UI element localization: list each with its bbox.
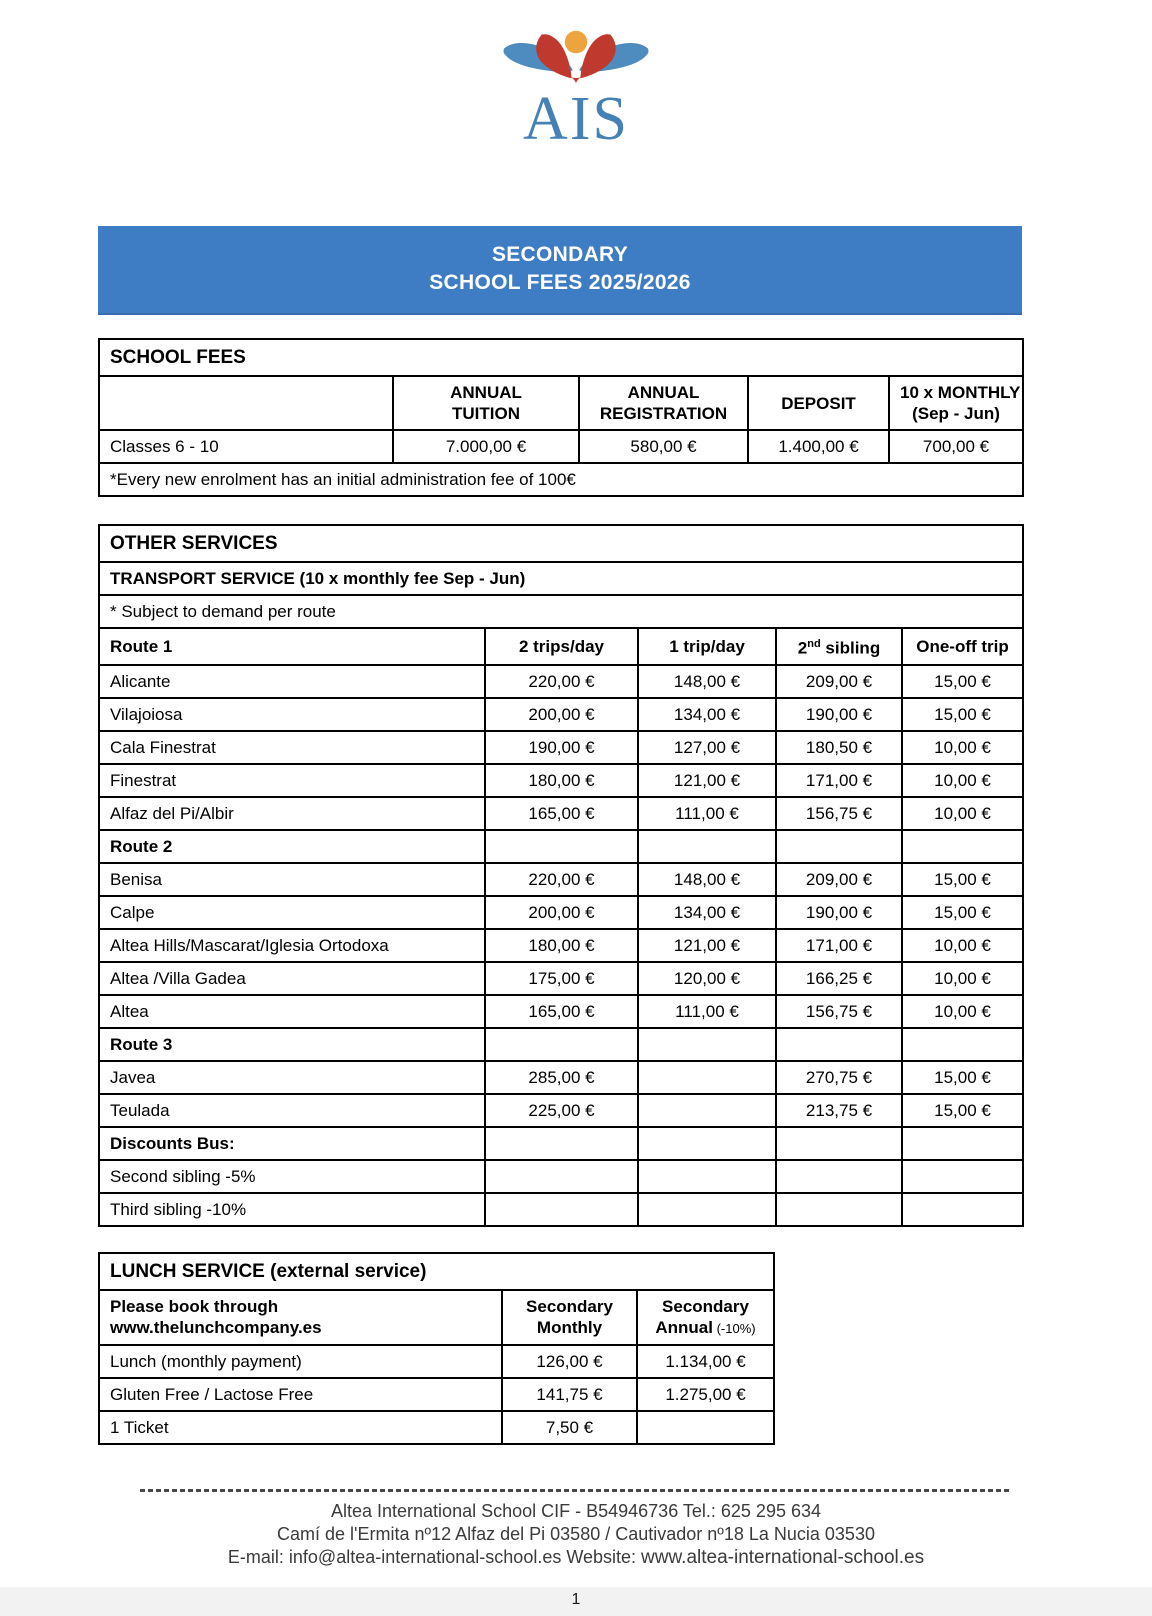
value-cell: 7.000,00 € xyxy=(393,430,579,463)
value-cell: 10,00 € xyxy=(902,962,1023,995)
header-cell-2-trips: 2 trips/day xyxy=(485,628,638,665)
footer-line-contact: E-mail: info@altea-international-school.es Website: www.altea-international-school.es xyxy=(227,1546,925,1568)
header-cell-annual-registration: ANNUAL REGISTRATION xyxy=(579,376,748,430)
value-cell: 220,00 € xyxy=(485,665,638,698)
value-cell: 200,00 € xyxy=(485,698,638,731)
value-cell: 165,00 € xyxy=(485,995,638,1028)
value-cell xyxy=(485,1160,638,1193)
row-label: Alfaz del Pi/Albir xyxy=(99,797,485,830)
value-cell: 126,00 € xyxy=(502,1345,637,1378)
header-cell-monthly: 10 x MONTHLY (Sep - Jun) xyxy=(889,376,1023,430)
table-row xyxy=(99,698,1023,731)
footer-line-address: Camí de l'Ermita nº12 Alfaz del Pi 03580 / Cautivador nº18 La Nucia 03530 xyxy=(277,1523,875,1544)
table-row xyxy=(99,830,1023,863)
value-cell: 190,00 € xyxy=(776,896,902,929)
value-cell xyxy=(638,830,776,863)
row-label: Second sibling -5% xyxy=(99,1160,485,1193)
value-cell: 1.134,00 € xyxy=(637,1345,774,1378)
row-label: 1 Ticket xyxy=(99,1411,502,1444)
value-cell: 10,00 € xyxy=(902,731,1023,764)
table-row xyxy=(99,896,1023,929)
table-row xyxy=(99,665,1023,698)
lunch-service-title: LUNCH SERVICE (external service) xyxy=(99,1253,774,1290)
value-cell: 190,00 € xyxy=(776,698,902,731)
value-cell xyxy=(638,1061,776,1094)
row-label: Teulada xyxy=(99,1094,485,1127)
transport-service-subtitle: TRANSPORT SERVICE (10 x monthly fee Sep - Jun) xyxy=(99,562,1023,595)
table-row xyxy=(99,1193,1023,1226)
row-label: Vilajoiosa xyxy=(99,698,485,731)
page-edge-band xyxy=(0,1587,1152,1616)
row-label: Lunch (monthly payment) xyxy=(99,1345,502,1378)
value-cell: 166,25 € xyxy=(776,962,902,995)
row-label: Gluten Free / Lactose Free xyxy=(99,1378,502,1411)
table-title-row xyxy=(99,1253,774,1290)
value-cell xyxy=(485,830,638,863)
header-cell-one-off: One-off trip xyxy=(902,628,1023,665)
value-cell: 141,75 € xyxy=(502,1378,637,1411)
value-cell xyxy=(638,1094,776,1127)
value-cell: 180,00 € xyxy=(485,764,638,797)
header-cell-empty xyxy=(99,376,393,430)
value-cell xyxy=(776,1028,902,1061)
table-row xyxy=(99,1127,1023,1160)
transport-header-row xyxy=(99,628,1023,665)
value-cell xyxy=(902,1193,1023,1226)
school-fees-table xyxy=(98,338,1024,497)
table-row xyxy=(99,1378,774,1411)
header-cell-1-trip: 1 trip/day xyxy=(638,628,776,665)
value-cell: 10,00 € xyxy=(902,995,1023,1028)
value-cell xyxy=(902,1160,1023,1193)
value-cell: 111,00 € xyxy=(638,797,776,830)
value-cell: 156,75 € xyxy=(776,995,902,1028)
value-cell: 580,00 € xyxy=(579,430,748,463)
table-title-row xyxy=(99,339,1023,376)
value-cell: 190,00 € xyxy=(485,731,638,764)
footer xyxy=(0,1500,1152,1569)
row-label: Javea xyxy=(99,1061,485,1094)
header-cell-annual-tuition: ANNUAL TUITION xyxy=(393,376,579,430)
title-banner xyxy=(98,226,1022,315)
table-row xyxy=(99,764,1023,797)
row-label: Alicante xyxy=(99,665,485,698)
value-cell: 156,75 € xyxy=(776,797,902,830)
header-cell-secondary-monthly: Secondary Monthly xyxy=(502,1290,637,1345)
value-cell: 1.400,00 € xyxy=(748,430,889,463)
value-cell: 165,00 € xyxy=(485,797,638,830)
page-number: 1 xyxy=(571,1591,581,1608)
value-cell: 213,75 € xyxy=(776,1094,902,1127)
table-row xyxy=(99,731,1023,764)
other-services-table xyxy=(98,524,1024,1227)
table-row xyxy=(99,430,1023,463)
table-row xyxy=(99,1094,1023,1127)
header-cell-deposit: DEPOSIT xyxy=(748,376,889,430)
value-cell: 270,75 € xyxy=(776,1061,902,1094)
lunch-service-table xyxy=(98,1252,775,1445)
value-cell: 134,00 € xyxy=(638,896,776,929)
row-label: Third sibling -10% xyxy=(99,1193,485,1226)
value-cell: 148,00 € xyxy=(638,863,776,896)
value-cell: 209,00 € xyxy=(776,665,902,698)
value-cell xyxy=(485,1028,638,1061)
value-cell: 15,00 € xyxy=(902,863,1023,896)
value-cell xyxy=(638,1028,776,1061)
logo-text: AIS xyxy=(523,85,629,153)
footnote-text: *Every new enrolment has an initial administration fee of 100€ xyxy=(99,463,1023,496)
value-cell: 148,00 € xyxy=(638,665,776,698)
table-row xyxy=(99,1411,774,1444)
website-url: www.altea-international-school.es xyxy=(641,1546,925,1568)
value-cell: 180,50 € xyxy=(776,731,902,764)
value-cell: 134,00 € xyxy=(638,698,776,731)
value-cell xyxy=(776,1127,902,1160)
value-cell: 171,00 € xyxy=(776,764,902,797)
value-cell xyxy=(902,830,1023,863)
value-cell: 225,00 € xyxy=(485,1094,638,1127)
row-label: Discounts Bus: xyxy=(99,1127,485,1160)
footer-line-cif: Altea International School CIF - B54946736 Tel.: 625 295 634 xyxy=(330,1500,821,1521)
value-cell: 127,00 € xyxy=(638,731,776,764)
lunch-booking-info: Please book through www.thelunchcompany.es xyxy=(99,1290,502,1345)
value-cell xyxy=(638,1127,776,1160)
value-cell xyxy=(638,1193,776,1226)
transport-note-row xyxy=(99,595,1023,628)
row-label: Altea /Villa Gadea xyxy=(99,962,485,995)
transport-note: * Subject to demand per route xyxy=(99,595,1023,628)
value-cell xyxy=(776,1160,902,1193)
banner-line-1: SECONDARY xyxy=(491,243,629,266)
value-cell xyxy=(638,1160,776,1193)
table-row xyxy=(99,1061,1023,1094)
value-cell: 1.275,00 € xyxy=(637,1378,774,1411)
value-cell: 180,00 € xyxy=(485,929,638,962)
value-cell: 10,00 € xyxy=(902,797,1023,830)
row-label: Calpe xyxy=(99,896,485,929)
value-cell: 220,00 € xyxy=(485,863,638,896)
value-cell: 111,00 € xyxy=(638,995,776,1028)
row-label: Benisa xyxy=(99,863,485,896)
value-cell: 15,00 € xyxy=(902,1061,1023,1094)
value-cell: 200,00 € xyxy=(485,896,638,929)
value-cell: 121,00 € xyxy=(638,929,776,962)
table-row xyxy=(99,863,1023,896)
table-row xyxy=(99,962,1023,995)
banner-line-2: SCHOOL FEES 2025/2026 xyxy=(429,271,691,294)
footer-divider xyxy=(140,1489,1010,1492)
value-cell: 121,00 € xyxy=(638,764,776,797)
ais-emblem-icon xyxy=(501,30,651,84)
table-row xyxy=(99,1345,774,1378)
transport-subtitle-row xyxy=(99,562,1023,595)
table-row xyxy=(99,797,1023,830)
row-label: Classes 6 - 10 xyxy=(99,430,393,463)
value-cell: 285,00 € xyxy=(485,1061,638,1094)
row-label: Route 2 xyxy=(99,830,485,863)
value-cell: 175,00 € xyxy=(485,962,638,995)
value-cell: 171,00 € xyxy=(776,929,902,962)
school-logo xyxy=(0,0,1152,154)
value-cell: 10,00 € xyxy=(902,929,1023,962)
row-label: Cala Finestrat xyxy=(99,731,485,764)
value-cell: 120,00 € xyxy=(638,962,776,995)
table-row xyxy=(99,1028,1023,1061)
value-cell xyxy=(485,1127,638,1160)
value-cell xyxy=(485,1193,638,1226)
row-label: Route 3 xyxy=(99,1028,485,1061)
value-cell xyxy=(902,1028,1023,1061)
value-cell xyxy=(637,1411,774,1444)
row-label: Altea Hills/Mascarat/Iglesia Ortodoxa xyxy=(99,929,485,962)
header-cell-secondary-annual: Secondary Annual (-10%) xyxy=(637,1290,774,1345)
value-cell xyxy=(776,1193,902,1226)
value-cell: 209,00 € xyxy=(776,863,902,896)
table-footnote-row xyxy=(99,463,1023,496)
table-header-row xyxy=(99,376,1023,430)
value-cell: 700,00 € xyxy=(889,430,1023,463)
table-row xyxy=(99,1160,1023,1193)
row-label: Finestrat xyxy=(99,764,485,797)
table-row xyxy=(99,995,1023,1028)
value-cell: 15,00 € xyxy=(902,698,1023,731)
school-fees-title: SCHOOL FEES xyxy=(99,339,1023,376)
lunch-header-row xyxy=(99,1290,774,1345)
value-cell xyxy=(902,1127,1023,1160)
value-cell: 15,00 € xyxy=(902,665,1023,698)
value-cell: 15,00 € xyxy=(902,1094,1023,1127)
other-services-title: OTHER SERVICES xyxy=(99,525,1023,562)
value-cell: 7,50 € xyxy=(502,1411,637,1444)
table-row xyxy=(99,929,1023,962)
header-cell-2nd-sibling: 2nd sibling xyxy=(776,628,902,665)
route-1-label: Route 1 xyxy=(99,628,485,665)
row-label: Altea xyxy=(99,995,485,1028)
value-cell: 15,00 € xyxy=(902,896,1023,929)
table-title-row xyxy=(99,525,1023,562)
value-cell: 10,00 € xyxy=(902,764,1023,797)
value-cell xyxy=(776,830,902,863)
